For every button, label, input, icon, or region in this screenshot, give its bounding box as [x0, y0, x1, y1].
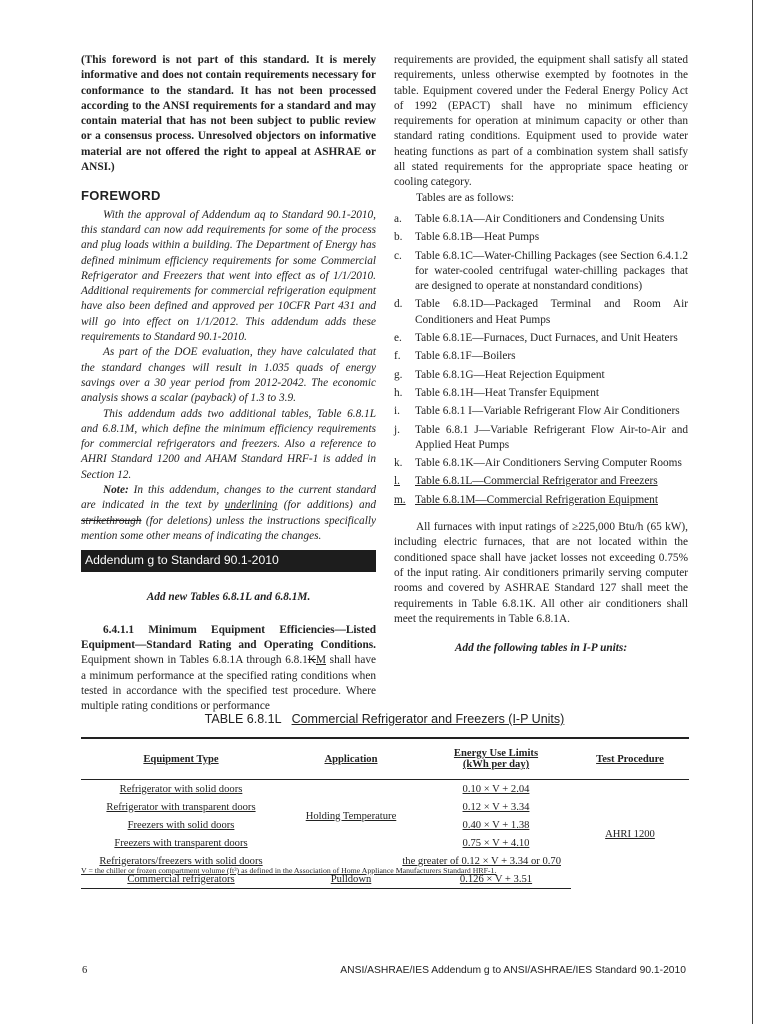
- list-item: j. Table 6.8.1 J—Variable Refrigerant Flow Air-to-Air and Applied Heat Pumps: [394, 423, 688, 451]
- foreword-note: [81, 483, 376, 544]
- test-procedure-cell: AHRI 1200: [605, 828, 655, 840]
- header-application: Application: [281, 738, 421, 780]
- foreword-disclaimer: (This foreword is not part of this standard. It is merely informative and does not contain requirements necessary for conformance to the standard. It has not been processed according to the ANSI requirements for a standard and may contain material that has not been subject to public review or a consensus process. Unresolved objectors on informative material are not offered the right to appeal at ASHRAE or ANSI.): [81, 54, 376, 174]
- section-underline: M: [315, 654, 327, 667]
- list-item: k. Table 6.8.1K—Air Conditioners Serving Computer Rooms: [394, 457, 682, 470]
- application-holding-cell: Holding Temperature: [305, 810, 397, 822]
- furnace-para: All furnaces with input ratings of ≥225,000 Btu/h (65 kW), including electric furnaces, that are not located within the conditioned space shall have jacket losses not exceeding 0.75% of the input rating. Air conditioners primarily serving computer rooms and covered by ASHRAE Standard 127 shall meet the requirements in Table 6.8.1K. All other air conditioners shall meet the requirements in Table 6.8.1A.: [394, 521, 688, 625]
- tables-list: [394, 212, 688, 508]
- header-equipment-type: Equipment Type: [81, 738, 281, 780]
- table-footnote: V = the chiller or frozen compartment volume (ft³) as defined in the Association of Home Appliance Manufacturers Standard HRF-1.: [81, 866, 497, 875]
- header-energy-use-limits: Energy Use Limits (kWh per day): [421, 738, 571, 780]
- section-text-a: Equipment shown in Tables 6.8.1A through 6.8.1: [81, 654, 308, 667]
- section-title: Minimum Equipment Efficiencies—Listed Equipment—Standard Rating and Operating Conditions.: [81, 623, 376, 652]
- note-strike-example: strikethrough: [81, 514, 142, 527]
- note-text-b: (for additions) and: [277, 499, 376, 512]
- list-item: d. Table 6.8.1D—Packaged Terminal and Room Air Conditioners and Heat Pumps: [394, 298, 688, 326]
- note-label: Note:: [103, 484, 129, 497]
- scan-edge-line: [752, 0, 753, 1024]
- foreword-para-2: As part of the DOE evaluation, they have calculated that the standard changes will result in 1.035 quads of energy savings over a 30 year period from 2012-2042. The economic analysis shows a scalar (payback) of 1.3 to 3.9.: [81, 346, 376, 405]
- list-item-added: l. Table 6.8.1L—Commercial Refrigerator and Freezers: [394, 475, 658, 488]
- list-item-added: m. Table 6.8.1M—Commercial Refrigeration Equipment: [394, 493, 658, 506]
- table-row: Refrigerator with transparent doors 0.12 × V + 3.34: [106, 801, 530, 813]
- list-item: c. Table 6.8.1C—Water-Chilling Packages (see Section 6.4.1.2 for water-cooled centrifugal water-chilling packages that are designed to operate at nonstandard conditions): [394, 249, 688, 293]
- foreword-heading: FOREWORD: [81, 188, 161, 204]
- add-new-tables-instruction: Add new Tables 6.8.1L and 6.8.1M.: [146, 590, 311, 603]
- table-row: Freezers with transparent doors 0.75 × V + 4.10: [114, 837, 530, 849]
- table-row: Refrigerators/freezers with solid doors the greater of 0.12 × V + 3.34 or 0.70: [99, 855, 561, 867]
- note-underline-example: underlining: [224, 499, 278, 512]
- right-column: [394, 53, 688, 656]
- header-test-procedure: Test Procedure: [571, 738, 689, 780]
- table-name: Commercial Refrigerator and Freezers (I-P Units): [291, 712, 565, 726]
- table-title: [81, 712, 688, 726]
- requirements-para: requirements are provided, the equipment shall satisfy all stated requirements, unless otherwise exempted by footnotes in the table. Equipment covered under the Federal Energy Policy Act of 1992 (EPACT) shall have no minimum efficiency requirements for operation at minimum capacity or other than standard rating conditions. Equipment used to provide water heating functions as part of a combination system shall satisfy all stated requirements for the appropriate space heating or cooling category.: [394, 54, 688, 189]
- table-row: Refrigerator with solid doors Holding Temperature 0.10 × V + 2.04 AHRI 1200: [81, 780, 689, 799]
- table-row: Freezers with solid doors 0.40 × V + 1.38: [127, 819, 530, 831]
- table-header-row: [81, 738, 689, 780]
- list-item: h. Table 6.8.1H—Heat Transfer Equipment: [394, 386, 600, 399]
- section-text-b: shall have a minimum performance at the specified rating conditions when tested in accordance with the specified test procedure. Where multiple rating conditions or performance: [81, 654, 376, 713]
- note-text-a: In this addendum, changes to the current standard are indicated in the text by: [81, 484, 376, 512]
- section-strike: K: [307, 654, 316, 667]
- foreword-para-1: With the approval of Addendum aq to Standard 90.1-2010, this standard can now add requirements for some of the process and plug loads within a building. The Department of Energy has defined minimum efficiency requirements for some Commercial Refrigerator and Freezers that went into effect as of 1/1/2010. Additional requirements for commercial refrigeration equipment have also been defined and approved per 10CFR Part 431 and will go into effect on 1/1/2012. This addendum adds these requirements to Standard 90.1-2010.: [81, 208, 376, 344]
- note-text-c: (for deletions) unless the instructions specifically mention some other means of indicating the changes.: [81, 514, 376, 542]
- running-footer: ANSI/ASHRAE/IES Addendum g to ANSI/ASHRAE/IES Standard 90.1-2010: [340, 965, 686, 976]
- section-number: 6.4.1.1: [103, 623, 135, 636]
- list-item: i. Table 6.8.1 I—Variable Refrigerant Flow Air Conditioners: [394, 405, 680, 418]
- left-column: [81, 53, 376, 715]
- list-item: f. Table 6.8.1F—Boilers: [394, 350, 516, 363]
- list-item: g. Table 6.8.1G—Heat Rejection Equipment: [394, 368, 605, 381]
- tables-intro: Tables are as follows:: [416, 191, 515, 204]
- addendum-banner: Addendum g to Standard 90.1-2010: [81, 550, 376, 571]
- list-item: a. Table 6.8.1A—Air Conditioners and Condensing Units: [394, 212, 665, 225]
- page-number: 6: [82, 965, 88, 976]
- add-following-tables-instruction: Add the following tables in I-P units:: [454, 642, 628, 655]
- section-6-4-1-1: [81, 623, 376, 715]
- list-item: b. Table 6.8.1B—Heat Pumps: [394, 231, 540, 244]
- table-number: TABLE 6.8.1L: [204, 712, 282, 726]
- foreword-para-3: This addendum adds two additional tables, Table 6.8.1L and 6.8.1M, which define the minimum efficiency requirements for commercial refrigerators and freezers. Also a reference to AHRI Standard 1200 and AHAM Standard HRF-1 is added in Section 12.: [81, 407, 376, 481]
- table-row: Commercial refrigerators Pulldown 0.126 × V + 3.51: [81, 870, 689, 889]
- list-item: e. Table 6.8.1E—Furnaces, Duct Furnaces, and Unit Heaters: [394, 332, 678, 345]
